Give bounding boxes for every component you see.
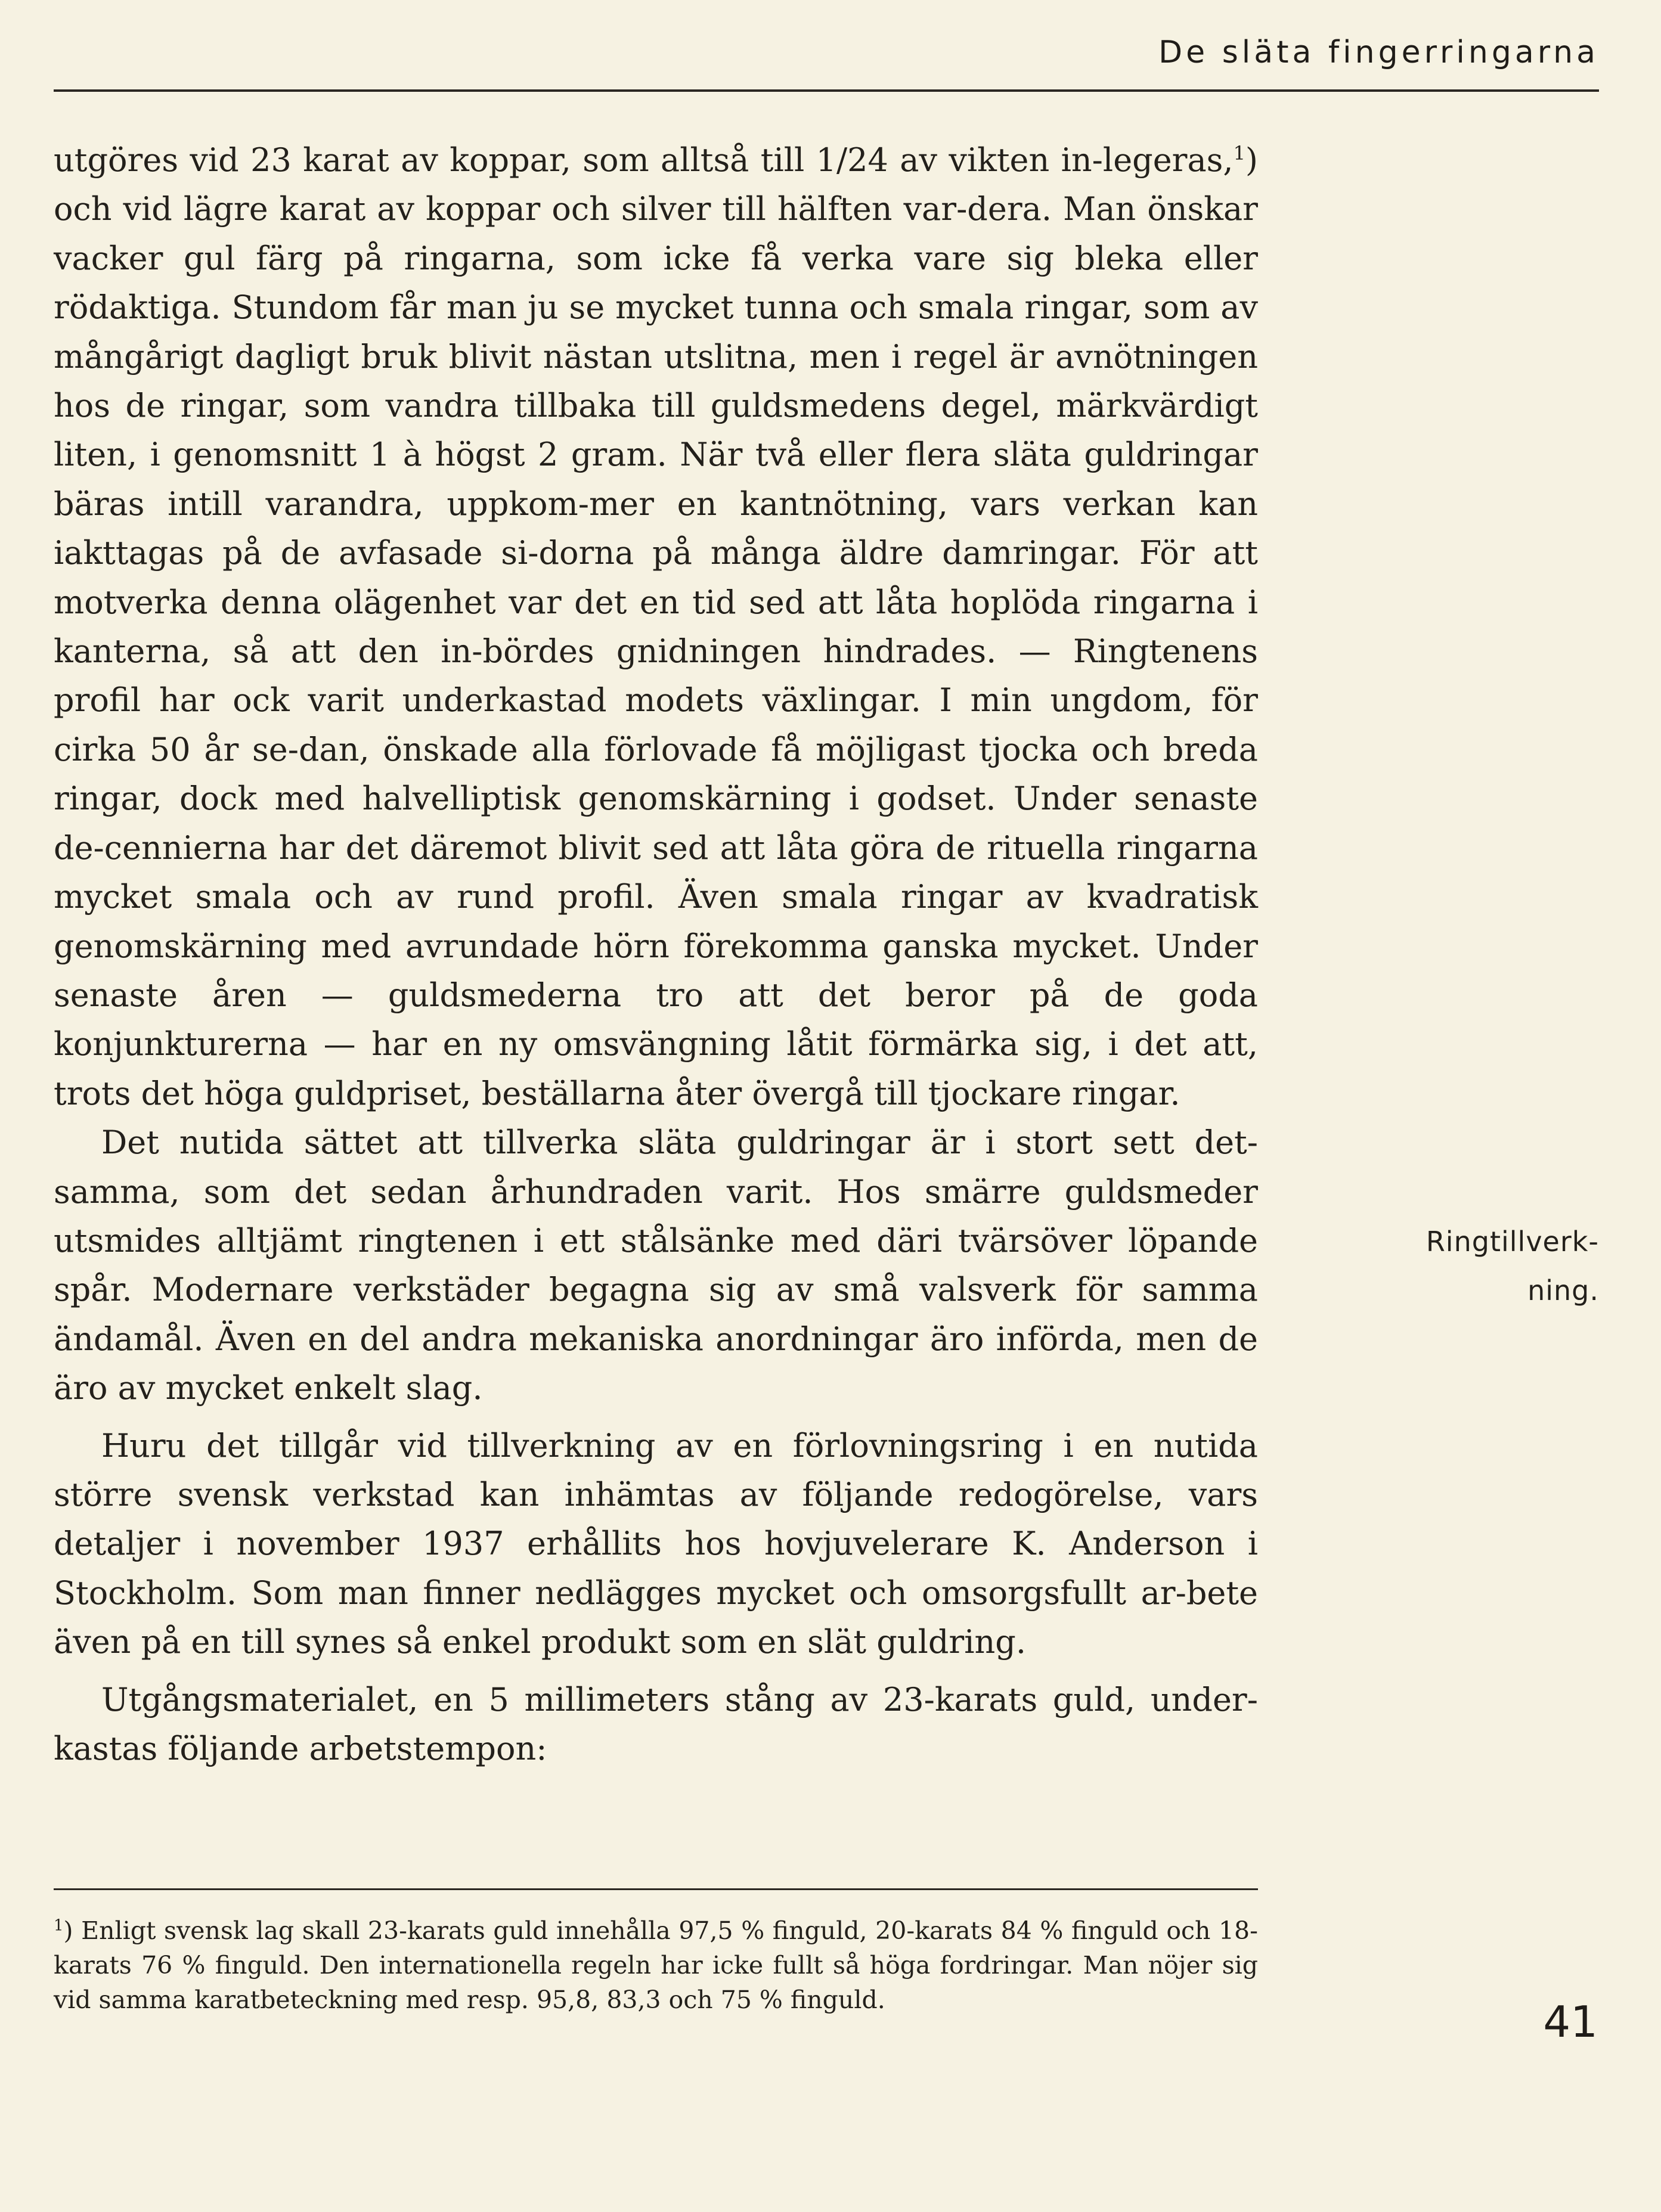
- paragraph-1: [54, 136, 1258, 1118]
- margin-note-line-2: ning.: [1527, 1274, 1599, 1307]
- main-text: [54, 136, 1258, 1773]
- footnote-text: ) Enligt svensk lag skall 23-karats guld innehålla 97,5 % finguld, 20-karats 84 % finguld och 18-karats 76 % finguld. Den internationella regeln har icke fullt så höga fordringar. Man nöjer sig vid samma karatbeteckning med resp. 95,8, 83,3 och 75 % finguld.: [54, 1916, 1258, 2014]
- footnote-reference: 1: [1233, 142, 1245, 165]
- paragraph-4: Utgångsmaterialet, en 5 millimeters stång av 23-karats guld, under-kastas följande arbetstempon:: [54, 1680, 1258, 1767]
- footnote-marker: 1: [54, 1916, 64, 1935]
- running-title: De släta fingerringarna: [1158, 35, 1599, 70]
- paragraph-3: Huru det tillgår vid tillverkning av en förlovningsring i en nutida större svensk verkstad kan inhämtas av följande redogörelse, vars detaljer i november 1937 erhållits hos hovjuvelerare K. Anderson i Stockholm. Som man finner nedlägges mycket och omsorgsfullt ar-bete även på en till synes så enkel produkt som en slät guldring.: [54, 1426, 1258, 1661]
- paragraph-1-start: utgöres vid 23 karat av koppar, som alltså till 1/24 av vikten in-legeras,: [54, 141, 1234, 179]
- margin-note-line-1: Ringtillverk-: [1426, 1226, 1599, 1258]
- paragraph-1-rest: ) och vid lägre karat av koppar och silver till hälften var-dera. Man önskar vacker gul färg på ringarna, som icke få verka vare sig bleka eller rödaktiga. Stundom får man ju se mycket tunna och smala ringar, som av mångårigt dagligt bruk blivit nästan utslitna, men i regel är avnötningen hos de ringar, som vandra tillbaka till guldsmedens degel, märkvärdigt liten, i genomsnitt 1 à högst 2 gram. När två eller flera släta guldringar bäras intill varandra, uppkom-mer en kantnötning, vars verkan kan iakttagas på de avfasade si-dorna på många äldre damringar. För att motverka denna olägenhet var det en tid sed att låta hoplöda ringarna i kanterna, så att den in-bördes gnidningen hindrades. — Ringtenens profil har ock varit underkastad modets växlingar. I min ungdom, för cirka 50 år se-dan, önskade alla förlovade få möjligast tjocka och breda ringar, dock med halvelliptisk genomskärning i godset. Under senaste de-cennierna har det däremot blivit sed att låta göra de rituella ringarna mycket smala och av rund profil. Även smala ringar av kvadratisk genomskärning med avrundade hörn förekomma ganska mycket. Under senaste åren — guldsmederna tro att det beror på de goda konjunkturerna — har en ny omsvängning låtit förmärka sig, i det att, trots det höga guldpriset, beställarna åter övergå till tjockare ringar.: [54, 141, 1258, 1112]
- paragraph-2: Det nutida sättet att tillverka släta guldringar är i stort sett det-samma, som det sedan århundraden varit. Hos smärre guldsmeder utsmides alltjämt ringtenen i ett stålsänke med däri tvärsöver löpande spår. Modernare verkstäder begagna sig av små valsverk för samma ändamål. Även en del andra mekaniska anordningar äro införda, men de äro av mycket enkelt slag.: [54, 1124, 1258, 1407]
- footnote-rule: [54, 1888, 1258, 1890]
- margin-note: [1361, 1217, 1599, 1315]
- page-number: 41: [1543, 1997, 1598, 2047]
- header-rule: [54, 89, 1599, 92]
- footnote: [54, 1913, 1258, 2017]
